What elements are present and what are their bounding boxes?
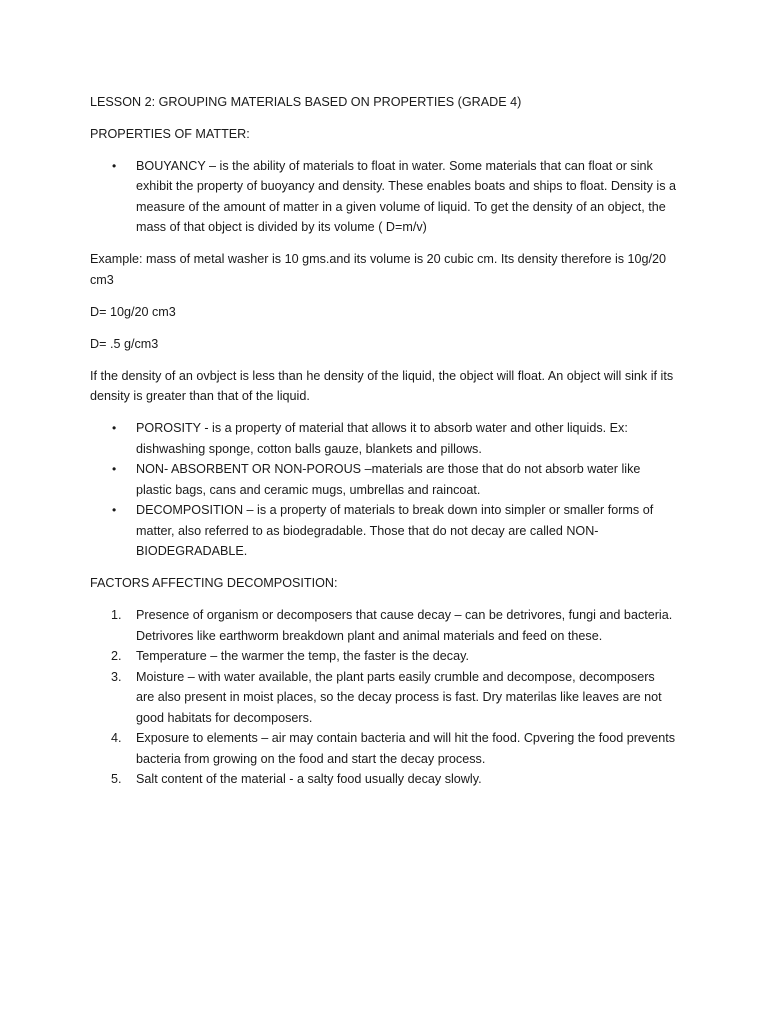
list-number: 3. <box>111 669 122 684</box>
bullet-icon: • <box>112 462 117 476</box>
properties-heading: PROPERTIES OF MATTER: <box>90 126 250 141</box>
bullet-icon: • <box>112 503 117 517</box>
list-item-porosity <box>90 418 676 459</box>
list-item-text: Salt content of the material - a salty food usually decay slowly. <box>136 772 482 786</box>
factors-heading: FACTORS AFFECTING DECOMPOSITION: <box>90 576 338 590</box>
list-number: 1. <box>111 608 122 622</box>
list-item <box>90 605 676 646</box>
list-number: 2. <box>111 649 122 663</box>
list-item-non-absorbent <box>90 459 676 500</box>
buoyancy-list <box>90 156 676 238</box>
factors-list <box>90 605 676 790</box>
list-number: 4. <box>111 731 122 745</box>
lesson-title: LESSON 2: GROUPING MATERIALS BASED ON PROPERTIES (GRADE 4) <box>90 95 522 109</box>
list-number: 5. <box>111 772 122 786</box>
float-rule-paragraph: If the density of an ovbject is less than he density of the liquid, the object will float. An object will sink if its density is greater than that of the liquid. <box>90 368 674 403</box>
bullet-icon: • <box>112 158 117 173</box>
example-paragraph: Example: mass of metal washer is 10 gms.and its volume is 20 cubic cm. Its density therefore is 10g/20 cm3 <box>90 252 667 287</box>
list-item <box>90 667 676 729</box>
list-item-text: Moisture – with water available, the plant parts easily crumble and decompose, decomposers are also present in moist places, so the decay process is fast. Dry materilas like leaves are not good habitats for decomposers. <box>136 669 662 725</box>
buoyancy-text: BOUYANCY – is the ability of materials to float in water. Some materials that can float or sink exhibit the property of buoyancy and density. These enables boats and ships to float. Density is a measure of the amount of matter in a given volume of liquid. To get the density of an object, the mass of that object is divided by its volume ( D=m/v) <box>136 158 676 234</box>
list-item <box>90 646 676 667</box>
list-item-decomposition <box>90 500 676 562</box>
list-item-text: Exposure to elements – air may contain bacteria and will hit the food. Cpvering the food prevents bacteria from growing on the food and start the decay process. <box>136 731 676 766</box>
formula-line-1: D= 10g/20 cm3 <box>90 304 176 319</box>
properties-list <box>90 418 676 562</box>
list-item <box>90 728 676 769</box>
list-item-text: Presence of organism or decomposers that cause decay – can be detrivores, fungi and bacteria. Detrivores like earthworm breakdown plant and animal materials and feed on these. <box>136 608 673 643</box>
list-item-buoyancy <box>90 156 676 238</box>
list-item-text: POROSITY - is a property of material that allows it to absorb water and other liquids. Ex: dishwashing sponge, cotton balls gauze, blankets and pillows. <box>136 421 628 456</box>
list-item-text: Temperature – the warmer the temp, the faster is the decay. <box>136 649 469 663</box>
list-item <box>90 769 676 790</box>
list-item-text: NON- ABSORBENT OR NON-POROUS –materials are those that do not absorb water like plastic bags, cans and ceramic mugs, umbrellas and raincoat. <box>136 462 641 497</box>
list-item-text: DECOMPOSITION – is a property of materials to break down into simpler or smaller forms of matter, also referred to as biodegradable. Those that do not decay are called NON-BIODEGRADABLE. <box>136 503 654 558</box>
bullet-icon: • <box>112 421 117 435</box>
formula-line-2: D= .5 g/cm3 <box>90 336 159 351</box>
